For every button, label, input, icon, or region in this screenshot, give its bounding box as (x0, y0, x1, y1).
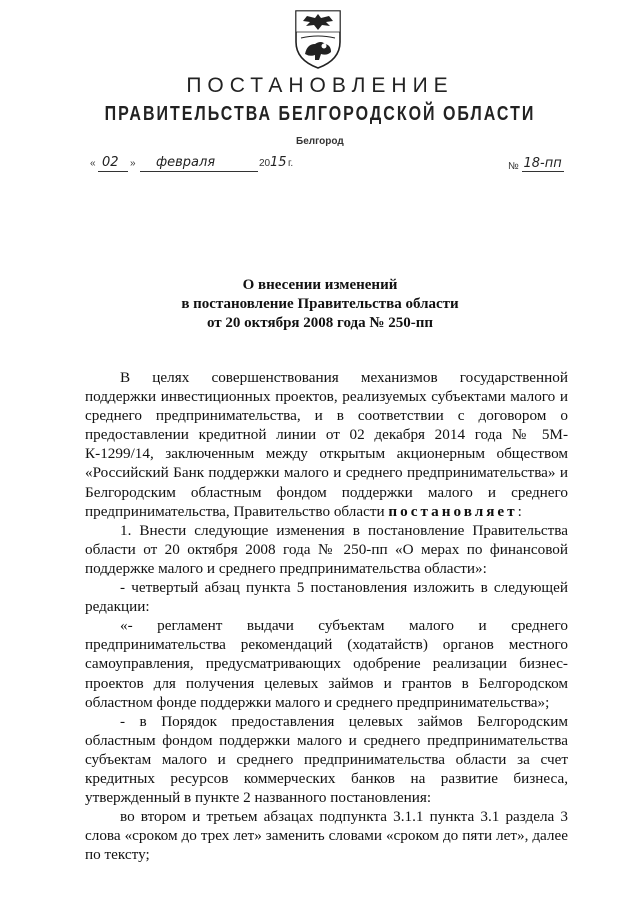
paragraph-amendment-intro: - четвертый абзац пункта 5 постановления изложить в следующей редакции: (85, 579, 568, 616)
day-underline (98, 171, 128, 172)
document-body (85, 368, 568, 864)
title-line-2: в постановление Правительства области (181, 296, 459, 312)
open-quote: « (90, 158, 96, 169)
document-title (0, 276, 640, 333)
paragraph-term-change: во втором и третьем абзацах подпункта 3.1.1 пункта 3.1 раздела 3 слова «сроком до трех лет» заменить словами «сроком до пяти лет», далее по тексту; (85, 808, 568, 864)
number-value: 18-пп (523, 156, 562, 171)
date-month: февраля (156, 155, 216, 170)
paragraph-item-1: 1. Внести следующие изменения в постановление Правительства области от 20 октября 2008 года № 250-пп «О мерах по финансовой поддержке малого и среднего предпринимательства области»: (85, 521, 568, 577)
title-line-3: от 20 октября 2008 года № 250-пп (206, 315, 433, 331)
close-quote: » (130, 158, 136, 169)
number-label: № (508, 161, 519, 172)
month-underline (140, 171, 258, 172)
year-prefix: 20 (259, 158, 271, 169)
issuing-authority-heading: ПРАВИТЕЛЬСТВА БЕЛГОРОДСКОЙ ОБЛАСТИ (104, 103, 536, 125)
preamble-end: : (517, 502, 522, 520)
preamble-text: В целях совершенствования механизмов государственной поддержки инвестиционных проектов, реализуемых субъектами малого и среднего предпринимательства, и в соответствии с договором о предоставлении кредитной линии от 02 декабря 2014 года № 5М-К-1299/14, заключенным между открытым акционерным обществом «Российский Банк поддержки малого и среднего предпринимательства» и Белгородским областным фондом поддержки малого и среднего предпринимательства, Правительство области (85, 369, 568, 520)
year-suffix: 15 (270, 155, 287, 170)
paragraph-new-wording: «- регламент выдачи субъектам малого и среднего предпринимательства рекомендаций (ходатайств) органов местного самоуправления, предусматривающих одобрение реализации бизнес-проектов для получения целевых займов и грантов в Белгородском областном фонде поддержки малого и среднего предпринимательства»; (85, 617, 568, 711)
year-mark: г. (288, 158, 294, 169)
coat-of-arms-emblem (293, 8, 343, 70)
document-type-heading: ПОСТАНОВЛЕНИЕ (186, 74, 454, 97)
paragraph-procedure: - в Порядок предоставления целевых займов Белгородским областным фондом поддержки малого и среднего предпринимательства субъектам малого и среднего предпринимательства области за счет кредитных ресурсов коммерческих банков на развитие бизнеса, утвержденный в пункте 2 названного постановления: (85, 712, 568, 807)
paragraph-preamble (85, 368, 568, 521)
city-label: Белгород (296, 136, 344, 147)
document-number (508, 158, 564, 178)
title-line-1: О внесении изменений (242, 277, 398, 293)
resolution-verb: постановляет (388, 502, 518, 520)
date-day: 02 (102, 155, 119, 170)
